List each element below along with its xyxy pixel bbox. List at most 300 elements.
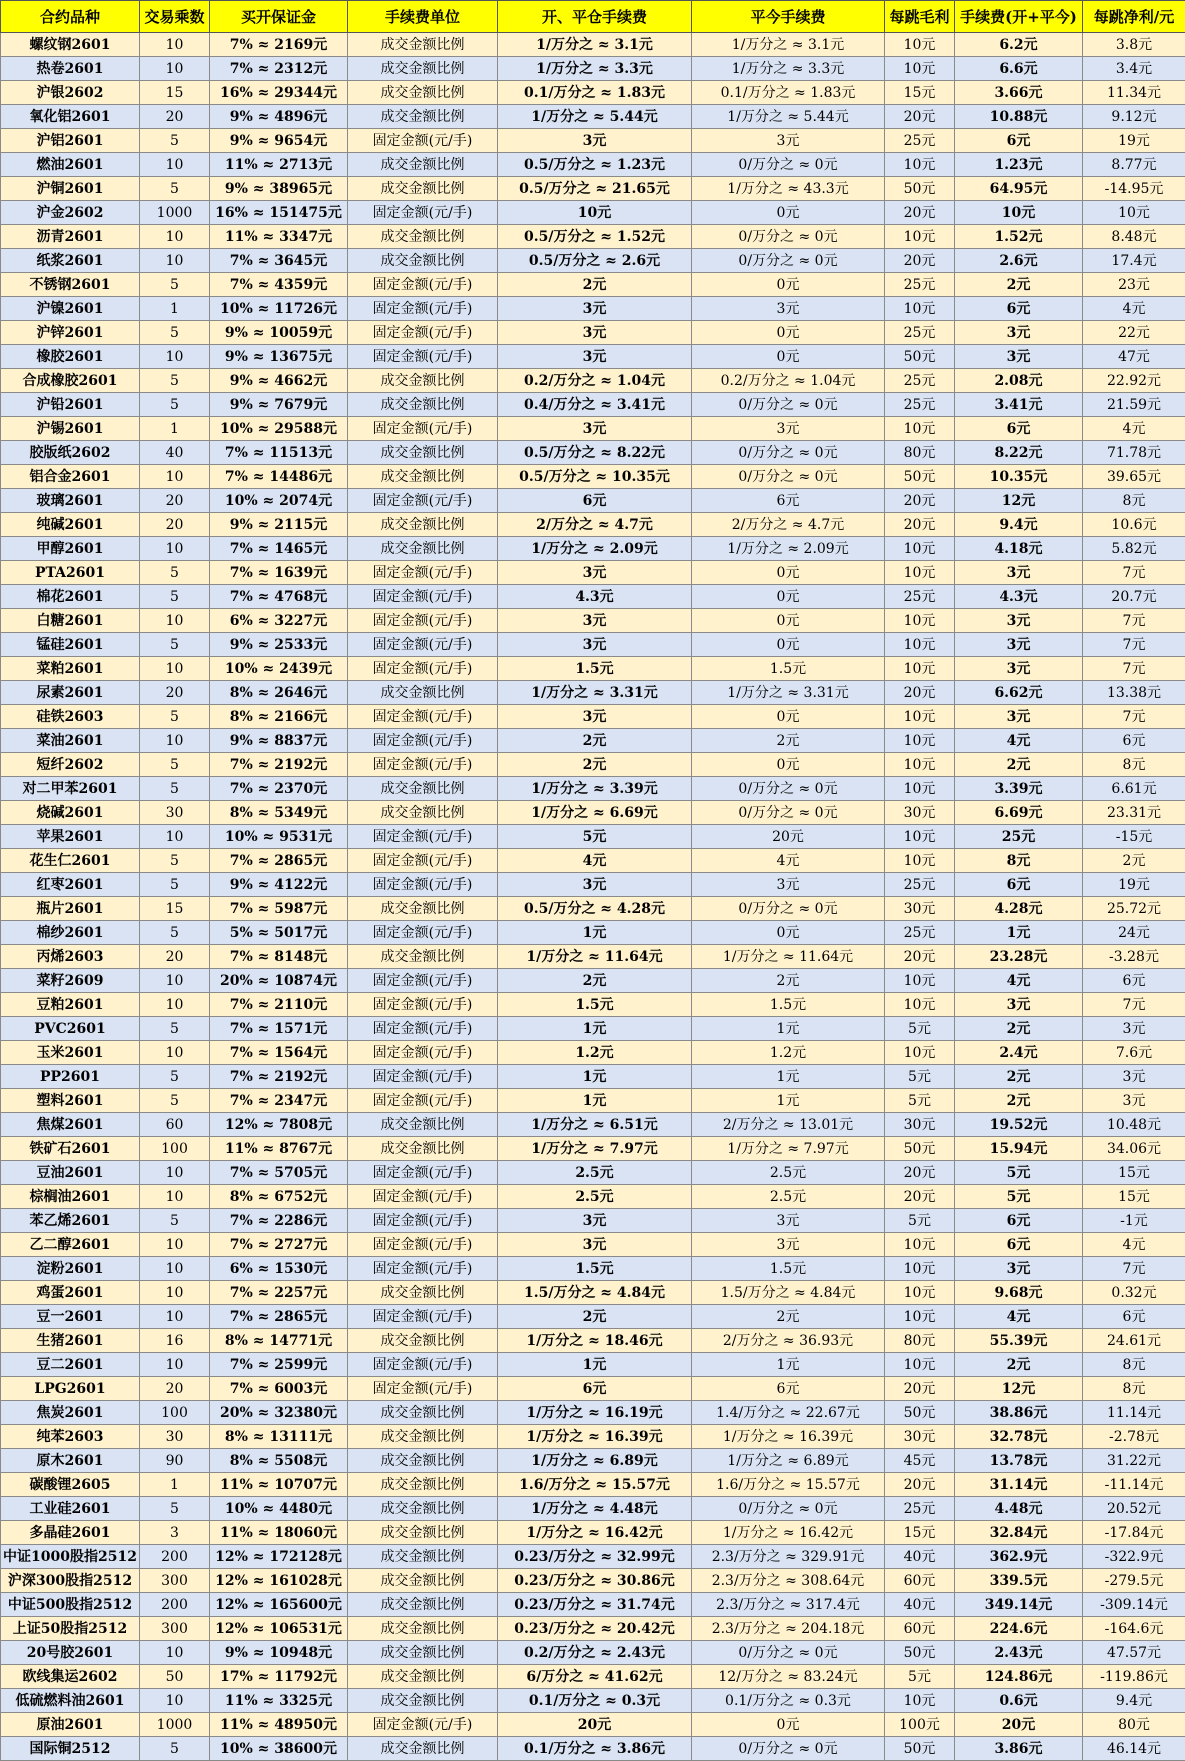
cell-margin: 10% ≈ 29588元: [210, 417, 348, 441]
cell-contract: PTA2601: [1, 561, 140, 585]
cell-total-fee: 3元: [955, 705, 1083, 729]
cell-close-today-fee: 2/万分之 ≈ 13.01元: [692, 1113, 885, 1137]
cell-multiplier: 5: [140, 1017, 210, 1041]
cell-fee-unit: 成交金额比例: [348, 177, 498, 201]
cell-fee-unit: 成交金额比例: [348, 225, 498, 249]
cell-close-today-fee: 3元: [692, 873, 885, 897]
cell-close-today-fee: 1元: [692, 1353, 885, 1377]
cell-total-fee: 12元: [955, 1377, 1083, 1401]
cell-contract: 焦炭2601: [1, 1401, 140, 1425]
cell-contract: 尿素2601: [1, 681, 140, 705]
cell-close-today-fee: 12/万分之 ≈ 83.24元: [692, 1665, 885, 1689]
cell-margin: 8% ≈ 13111元: [210, 1425, 348, 1449]
table-row: [1, 1113, 1185, 1137]
cell-tick-net: -1元: [1083, 1209, 1185, 1233]
cell-multiplier: 10: [140, 249, 210, 273]
cell-multiplier: 10: [140, 57, 210, 81]
cell-tick-gross: 10元: [885, 33, 955, 57]
cell-contract: 对二甲苯2601: [1, 777, 140, 801]
table-row: [1, 369, 1185, 393]
cell-contract: PVC2601: [1, 1017, 140, 1041]
cell-multiplier: 10: [140, 153, 210, 177]
cell-tick-gross: 20元: [885, 945, 955, 969]
cell-open-close-fee: 6元: [498, 1377, 692, 1401]
cell-margin: 7% ≈ 14486元: [210, 465, 348, 489]
cell-tick-gross: 5元: [885, 1089, 955, 1113]
cell-close-today-fee: 6元: [692, 1377, 885, 1401]
cell-tick-gross: 30元: [885, 897, 955, 921]
cell-tick-gross: 50元: [885, 1737, 955, 1761]
cell-close-today-fee: 1.5元: [692, 657, 885, 681]
cell-tick-net: 47.57元: [1083, 1641, 1185, 1665]
cell-close-today-fee: 1.5元: [692, 1257, 885, 1281]
cell-tick-gross: 50元: [885, 177, 955, 201]
cell-close-today-fee: 1/万分之 ≈ 3.3元: [692, 57, 885, 81]
cell-tick-net: 20.52元: [1083, 1497, 1185, 1521]
cell-tick-gross: 15元: [885, 81, 955, 105]
cell-multiplier: 10: [140, 33, 210, 57]
cell-fee-unit: 固定金额(元/手): [348, 1353, 498, 1377]
cell-margin: 7% ≈ 4768元: [210, 585, 348, 609]
table-row: [1, 513, 1185, 537]
cell-contract: 甲醇2601: [1, 537, 140, 561]
cell-fee-unit: 成交金额比例: [348, 249, 498, 273]
table-row: [1, 705, 1185, 729]
header-margin: 买开保证金: [210, 1, 348, 33]
cell-tick-net: -3.28元: [1083, 945, 1185, 969]
cell-contract: LPG2601: [1, 1377, 140, 1401]
cell-fee-unit: 固定金额(元/手): [348, 849, 498, 873]
cell-open-close-fee: 0.23/万分之 ≈ 31.74元: [498, 1593, 692, 1617]
table-row: [1, 729, 1185, 753]
cell-total-fee: 8元: [955, 849, 1083, 873]
cell-fee-unit: 成交金额比例: [348, 1281, 498, 1305]
cell-tick-net: 34.06元: [1083, 1137, 1185, 1161]
cell-contract: 白糖2601: [1, 609, 140, 633]
cell-margin: 10% ≈ 9531元: [210, 825, 348, 849]
table-row: [1, 1497, 1185, 1521]
cell-close-today-fee: 3元: [692, 417, 885, 441]
cell-contract: 低硫燃料油2601: [1, 1689, 140, 1713]
cell-contract: 热卷2601: [1, 57, 140, 81]
cell-multiplier: 200: [140, 1545, 210, 1569]
cell-close-today-fee: 1/万分之 ≈ 3.1元: [692, 33, 885, 57]
cell-fee-unit: 固定金额(元/手): [348, 873, 498, 897]
cell-close-today-fee: 6元: [692, 489, 885, 513]
cell-margin: 17% ≈ 11792元: [210, 1665, 348, 1689]
cell-multiplier: 10: [140, 1041, 210, 1065]
cell-close-today-fee: 3元: [692, 1209, 885, 1233]
cell-close-today-fee: 0/万分之 ≈ 0元: [692, 1497, 885, 1521]
cell-tick-net: 19元: [1083, 129, 1185, 153]
cell-close-today-fee: 3元: [692, 1233, 885, 1257]
cell-tick-gross: 20元: [885, 249, 955, 273]
cell-total-fee: 4元: [955, 729, 1083, 753]
cell-multiplier: 5: [140, 1497, 210, 1521]
cell-multiplier: 10: [140, 1185, 210, 1209]
cell-open-close-fee: 0.23/万分之 ≈ 32.99元: [498, 1545, 692, 1569]
cell-multiplier: 5: [140, 1209, 210, 1233]
cell-fee-unit: 成交金额比例: [348, 681, 498, 705]
cell-total-fee: 5元: [955, 1185, 1083, 1209]
cell-fee-unit: 成交金额比例: [348, 81, 498, 105]
cell-contract: 中证500股指2512: [1, 1593, 140, 1617]
cell-contract: 沪铜2601: [1, 177, 140, 201]
cell-tick-gross: 30元: [885, 801, 955, 825]
cell-multiplier: 5: [140, 585, 210, 609]
cell-total-fee: 25元: [955, 825, 1083, 849]
cell-tick-gross: 25元: [885, 393, 955, 417]
cell-tick-net: -17.84元: [1083, 1521, 1185, 1545]
cell-margin: 11% ≈ 18060元: [210, 1521, 348, 1545]
cell-margin: 10% ≈ 4480元: [210, 1497, 348, 1521]
cell-fee-unit: 成交金额比例: [348, 153, 498, 177]
table-row: [1, 273, 1185, 297]
cell-close-today-fee: 0元: [692, 633, 885, 657]
cell-contract: 玉米2601: [1, 1041, 140, 1065]
table-row: [1, 345, 1185, 369]
cell-fee-unit: 固定金额(元/手): [348, 1305, 498, 1329]
cell-tick-net: 6元: [1083, 729, 1185, 753]
table-row: [1, 561, 1185, 585]
cell-total-fee: 4.18元: [955, 537, 1083, 561]
cell-open-close-fee: 2/万分之 ≈ 4.7元: [498, 513, 692, 537]
cell-tick-gross: 20元: [885, 1185, 955, 1209]
cell-tick-net: 21.59元: [1083, 393, 1185, 417]
table-row: [1, 57, 1185, 81]
cell-close-today-fee: 0/万分之 ≈ 0元: [692, 777, 885, 801]
cell-total-fee: 13.78元: [955, 1449, 1083, 1473]
cell-close-today-fee: 0.1/万分之 ≈ 0.3元: [692, 1689, 885, 1713]
cell-tick-net: 9.4元: [1083, 1689, 1185, 1713]
cell-fee-unit: 固定金额(元/手): [348, 633, 498, 657]
cell-fee-unit: 固定金额(元/手): [348, 201, 498, 225]
cell-tick-gross: 10元: [885, 297, 955, 321]
table-row: [1, 465, 1185, 489]
cell-contract: 棉花2601: [1, 585, 140, 609]
cell-total-fee: 3.41元: [955, 393, 1083, 417]
cell-contract: 硅铁2603: [1, 705, 140, 729]
cell-close-today-fee: 1/万分之 ≈ 11.64元: [692, 945, 885, 969]
cell-tick-net: 71.78元: [1083, 441, 1185, 465]
cell-multiplier: 50: [140, 1665, 210, 1689]
cell-tick-gross: 10元: [885, 153, 955, 177]
cell-close-today-fee: 1.5元: [692, 993, 885, 1017]
cell-multiplier: 300: [140, 1569, 210, 1593]
cell-margin: 7% ≈ 4359元: [210, 273, 348, 297]
cell-tick-net: 6元: [1083, 1305, 1185, 1329]
cell-close-today-fee: 0元: [692, 1713, 885, 1737]
cell-fee-unit: 成交金额比例: [348, 1521, 498, 1545]
cell-fee-unit: 成交金额比例: [348, 1569, 498, 1593]
cell-multiplier: 5: [140, 273, 210, 297]
cell-tick-net: 7元: [1083, 633, 1185, 657]
cell-tick-gross: 25元: [885, 585, 955, 609]
cell-multiplier: 5: [140, 1089, 210, 1113]
table-row: [1, 1545, 1185, 1569]
table-row: [1, 105, 1185, 129]
cell-total-fee: 4.28元: [955, 897, 1083, 921]
table-row: [1, 1185, 1185, 1209]
cell-close-today-fee: 1.5/万分之 ≈ 4.84元: [692, 1281, 885, 1305]
cell-fee-unit: 固定金额(元/手): [348, 993, 498, 1017]
cell-total-fee: 6元: [955, 1209, 1083, 1233]
cell-multiplier: 10: [140, 657, 210, 681]
cell-tick-gross: 20元: [885, 1161, 955, 1185]
cell-close-today-fee: 20元: [692, 825, 885, 849]
cell-tick-gross: 20元: [885, 105, 955, 129]
cell-total-fee: 2.08元: [955, 369, 1083, 393]
cell-close-today-fee: 1/万分之 ≈ 16.39元: [692, 1425, 885, 1449]
cell-multiplier: 10: [140, 225, 210, 249]
cell-margin: 7% ≈ 2599元: [210, 1353, 348, 1377]
cell-margin: 7% ≈ 2169元: [210, 33, 348, 57]
cell-total-fee: 38.86元: [955, 1401, 1083, 1425]
cell-open-close-fee: 20元: [498, 1713, 692, 1737]
cell-tick-net: 8元: [1083, 1377, 1185, 1401]
cell-total-fee: 10.35元: [955, 465, 1083, 489]
cell-contract: 橡胶2601: [1, 345, 140, 369]
cell-multiplier: 100: [140, 1137, 210, 1161]
cell-tick-net: 3元: [1083, 1065, 1185, 1089]
cell-multiplier: 20: [140, 513, 210, 537]
cell-tick-net: 80元: [1083, 1713, 1185, 1737]
table-row: [1, 945, 1185, 969]
cell-tick-net: 7元: [1083, 609, 1185, 633]
cell-contract: 沪金2602: [1, 201, 140, 225]
cell-margin: 9% ≈ 4896元: [210, 105, 348, 129]
cell-margin: 8% ≈ 5508元: [210, 1449, 348, 1473]
cell-multiplier: 10: [140, 825, 210, 849]
cell-multiplier: 1: [140, 417, 210, 441]
cell-open-close-fee: 1.5元: [498, 1257, 692, 1281]
cell-total-fee: 3元: [955, 633, 1083, 657]
cell-tick-net: 11.34元: [1083, 81, 1185, 105]
cell-close-today-fee: 1/万分之 ≈ 2.09元: [692, 537, 885, 561]
cell-open-close-fee: 2.5元: [498, 1185, 692, 1209]
cell-margin: 6% ≈ 3227元: [210, 609, 348, 633]
table-row: [1, 993, 1185, 1017]
cell-tick-gross: 25元: [885, 1497, 955, 1521]
cell-multiplier: 15: [140, 897, 210, 921]
cell-tick-net: 9.12元: [1083, 105, 1185, 129]
cell-tick-gross: 10元: [885, 1353, 955, 1377]
table-row: [1, 153, 1185, 177]
cell-close-today-fee: 2.3/万分之 ≈ 204.18元: [692, 1617, 885, 1641]
cell-multiplier: 30: [140, 1425, 210, 1449]
cell-close-today-fee: 2.5元: [692, 1185, 885, 1209]
cell-total-fee: 2.4元: [955, 1041, 1083, 1065]
cell-open-close-fee: 0.5/万分之 ≈ 10.35元: [498, 465, 692, 489]
cell-multiplier: 200: [140, 1593, 210, 1617]
cell-tick-gross: 20元: [885, 513, 955, 537]
cell-total-fee: 6元: [955, 873, 1083, 897]
cell-multiplier: 300: [140, 1617, 210, 1641]
cell-contract: 国际铜2512: [1, 1737, 140, 1761]
cell-open-close-fee: 1/万分之 ≈ 2.09元: [498, 537, 692, 561]
cell-margin: 9% ≈ 10059元: [210, 321, 348, 345]
cell-open-close-fee: 1/万分之 ≈ 3.39元: [498, 777, 692, 801]
cell-contract: 豆一2601: [1, 1305, 140, 1329]
cell-contract: 纸浆2601: [1, 249, 140, 273]
cell-total-fee: 2元: [955, 1017, 1083, 1041]
cell-tick-net: 24.61元: [1083, 1329, 1185, 1353]
cell-tick-net: 39.65元: [1083, 465, 1185, 489]
cell-close-today-fee: 0元: [692, 321, 885, 345]
cell-contract: 豆油2601: [1, 1161, 140, 1185]
cell-tick-net: 8元: [1083, 753, 1185, 777]
cell-total-fee: 1.52元: [955, 225, 1083, 249]
cell-contract: 塑料2601: [1, 1089, 140, 1113]
cell-contract: 上证50股指2512: [1, 1617, 140, 1641]
cell-tick-net: 4元: [1083, 297, 1185, 321]
cell-close-today-fee: 0/万分之 ≈ 0元: [692, 897, 885, 921]
cell-total-fee: 55.39元: [955, 1329, 1083, 1353]
cell-close-today-fee: 2.3/万分之 ≈ 317.4元: [692, 1593, 885, 1617]
cell-margin: 10% ≈ 2439元: [210, 657, 348, 681]
cell-total-fee: 4.3元: [955, 585, 1083, 609]
cell-margin: 7% ≈ 8148元: [210, 945, 348, 969]
table-row: [1, 1737, 1185, 1761]
table-row: [1, 1449, 1185, 1473]
cell-open-close-fee: 1元: [498, 1353, 692, 1377]
cell-fee-unit: 成交金额比例: [348, 1425, 498, 1449]
cell-close-today-fee: 0/万分之 ≈ 0元: [692, 1737, 885, 1761]
cell-fee-unit: 成交金额比例: [348, 513, 498, 537]
cell-margin: 11% ≈ 48950元: [210, 1713, 348, 1737]
cell-fee-unit: 成交金额比例: [348, 1449, 498, 1473]
table-row: [1, 657, 1185, 681]
cell-multiplier: 1000: [140, 201, 210, 225]
cell-tick-gross: 20元: [885, 489, 955, 513]
cell-contract: 胶版纸2602: [1, 441, 140, 465]
cell-tick-gross: 25元: [885, 921, 955, 945]
cell-tick-gross: 30元: [885, 1113, 955, 1137]
cell-total-fee: 362.9元: [955, 1545, 1083, 1569]
cell-multiplier: 10: [140, 993, 210, 1017]
cell-tick-gross: 10元: [885, 705, 955, 729]
table-row: [1, 1233, 1185, 1257]
table-row: [1, 1065, 1185, 1089]
cell-tick-gross: 50元: [885, 1641, 955, 1665]
cell-tick-gross: 10元: [885, 561, 955, 585]
table-row: [1, 873, 1185, 897]
cell-multiplier: 20: [140, 681, 210, 705]
cell-multiplier: 3: [140, 1521, 210, 1545]
cell-multiplier: 30: [140, 801, 210, 825]
cell-fee-unit: 成交金额比例: [348, 1113, 498, 1137]
cell-open-close-fee: 1/万分之 ≈ 18.46元: [498, 1329, 692, 1353]
cell-total-fee: 3元: [955, 993, 1083, 1017]
cell-margin: 12% ≈ 172128元: [210, 1545, 348, 1569]
cell-fee-unit: 成交金额比例: [348, 1401, 498, 1425]
table-row: [1, 825, 1185, 849]
cell-tick-net: 7元: [1083, 657, 1185, 681]
table-row: [1, 1161, 1185, 1185]
table-row: [1, 225, 1185, 249]
cell-tick-gross: 5元: [885, 1017, 955, 1041]
cell-open-close-fee: 3元: [498, 321, 692, 345]
cell-fee-unit: 成交金额比例: [348, 105, 498, 129]
cell-tick-gross: 10元: [885, 1041, 955, 1065]
cell-open-close-fee: 1元: [498, 1065, 692, 1089]
cell-tick-gross: 10元: [885, 729, 955, 753]
cell-contract: 丙烯2603: [1, 945, 140, 969]
cell-total-fee: 5元: [955, 1161, 1083, 1185]
cell-close-today-fee: 0/万分之 ≈ 0元: [692, 1641, 885, 1665]
cell-open-close-fee: 1/万分之 ≈ 16.19元: [498, 1401, 692, 1425]
header-multiplier: 交易乘数: [140, 1, 210, 33]
cell-open-close-fee: 2元: [498, 273, 692, 297]
cell-margin: 16% ≈ 151475元: [210, 201, 348, 225]
cell-tick-net: 25.72元: [1083, 897, 1185, 921]
cell-contract: 菜籽2609: [1, 969, 140, 993]
cell-tick-net: 7元: [1083, 705, 1185, 729]
cell-fee-unit: 固定金额(元/手): [348, 1089, 498, 1113]
cell-tick-net: 8.77元: [1083, 153, 1185, 177]
cell-fee-unit: 成交金额比例: [348, 1641, 498, 1665]
cell-contract: 原木2601: [1, 1449, 140, 1473]
cell-tick-net: 19元: [1083, 873, 1185, 897]
cell-total-fee: 2元: [955, 273, 1083, 297]
cell-total-fee: 6.2元: [955, 33, 1083, 57]
cell-multiplier: 5: [140, 177, 210, 201]
cell-margin: 12% ≈ 106531元: [210, 1617, 348, 1641]
table-row: [1, 1281, 1185, 1305]
table-row: [1, 969, 1185, 993]
header-tick-gross: 每跳毛利: [885, 1, 955, 33]
cell-open-close-fee: 1元: [498, 1017, 692, 1041]
cell-open-close-fee: 0.1/万分之 ≈ 1.83元: [498, 81, 692, 105]
table-row: [1, 1305, 1185, 1329]
cell-margin: 9% ≈ 2533元: [210, 633, 348, 657]
cell-multiplier: 5: [140, 369, 210, 393]
table-row: [1, 777, 1185, 801]
cell-open-close-fee: 3元: [498, 1209, 692, 1233]
cell-close-today-fee: 2元: [692, 969, 885, 993]
cell-margin: 10% ≈ 2074元: [210, 489, 348, 513]
table-row: [1, 753, 1185, 777]
cell-tick-gross: 25元: [885, 129, 955, 153]
cell-tick-net: 24元: [1083, 921, 1185, 945]
cell-open-close-fee: 1/万分之 ≈ 3.3元: [498, 57, 692, 81]
cell-total-fee: 2元: [955, 1353, 1083, 1377]
table-row: [1, 1041, 1185, 1065]
cell-fee-unit: 成交金额比例: [348, 1329, 498, 1353]
cell-open-close-fee: 1/万分之 ≈ 3.31元: [498, 681, 692, 705]
cell-margin: 11% ≈ 2713元: [210, 153, 348, 177]
cell-fee-unit: 成交金额比例: [348, 441, 498, 465]
cell-tick-net: 7元: [1083, 1257, 1185, 1281]
cell-margin: 7% ≈ 3645元: [210, 249, 348, 273]
cell-open-close-fee: 3元: [498, 705, 692, 729]
cell-close-today-fee: 0元: [692, 921, 885, 945]
cell-total-fee: 4元: [955, 969, 1083, 993]
cell-margin: 7% ≈ 1564元: [210, 1041, 348, 1065]
header-tick-net: 每跳净利/元: [1083, 1, 1185, 33]
cell-fee-unit: 成交金额比例: [348, 1737, 498, 1761]
cell-open-close-fee: 0.2/万分之 ≈ 2.43元: [498, 1641, 692, 1665]
cell-tick-gross: 15元: [885, 1521, 955, 1545]
cell-margin: 9% ≈ 38965元: [210, 177, 348, 201]
cell-multiplier: 10: [140, 1641, 210, 1665]
cell-tick-gross: 10元: [885, 753, 955, 777]
header-fee-unit: 手续费单位: [348, 1, 498, 33]
cell-margin: 7% ≈ 2110元: [210, 993, 348, 1017]
cell-close-today-fee: 1元: [692, 1089, 885, 1113]
cell-contract: 棉纱2601: [1, 921, 140, 945]
cell-tick-gross: 10元: [885, 537, 955, 561]
